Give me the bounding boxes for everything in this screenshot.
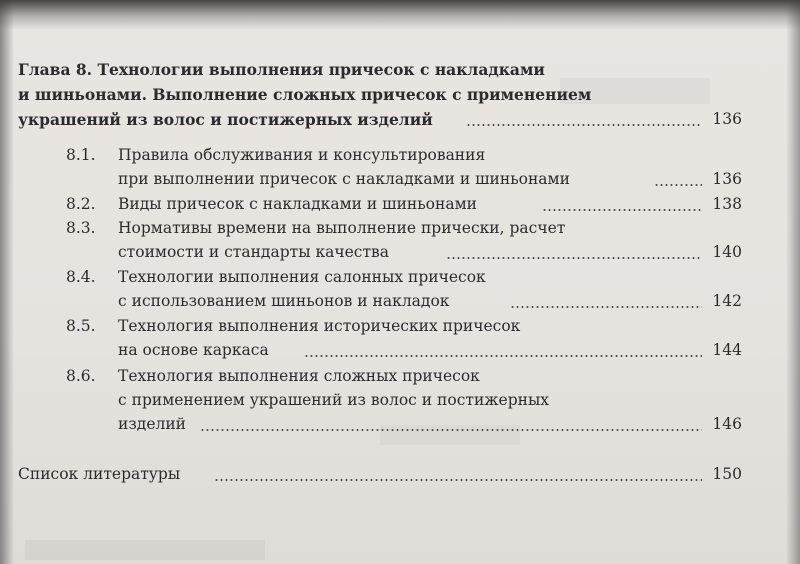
section-number: 8.6.: [66, 367, 96, 385]
dot-leader: [214, 479, 702, 481]
chapter-title-line: Глава 8. Технологии выполнения причесок с накладками: [18, 60, 545, 79]
dot-leader: [304, 355, 702, 357]
page-edge-shadow: [0, 0, 14, 564]
bibliography-page-number: 150: [712, 465, 742, 483]
section-title-line: Технология выполнения исторических причесок: [118, 317, 521, 335]
section-title-line: Правила обслуживания и консультирования: [118, 146, 486, 164]
section-page-number: 144: [712, 341, 742, 359]
section-number: 8.2.: [66, 195, 96, 213]
section-title-line: стоимости и стандарты качества: [118, 243, 390, 261]
chapter-title-line: и шиньонами. Выполнение сложных причесок с применением: [18, 85, 592, 104]
section-page-number: 138: [712, 195, 742, 213]
dot-leader: [466, 124, 702, 126]
dot-leader: [446, 257, 702, 259]
section-title-line: при выполнении причесок с накладками и шиньонами: [118, 170, 570, 188]
page-edge-shadow: [786, 0, 800, 564]
section-page-number: 142: [712, 292, 742, 310]
chapter-title-line: украшений из волос и постижерных изделий: [18, 110, 433, 129]
dot-leader: [510, 306, 702, 308]
section-title-line: изделий: [118, 415, 187, 433]
chapter-page-number: 136: [712, 110, 742, 128]
section-title-line: Технологии выполнения салонных причесок: [118, 268, 486, 286]
bibliography-title: Список литературы: [18, 465, 181, 483]
section-title-line: Нормативы времени на выполнение прически, расчет: [118, 219, 566, 237]
section-title-line: с использованием шиньонов и накладок: [118, 292, 450, 310]
section-title-line: с применением украшений из волос и постижерных: [118, 391, 550, 409]
page-edge-shadow: [0, 0, 800, 30]
dot-leader: [542, 209, 702, 211]
dot-leader: [200, 429, 702, 431]
section-number: 8.4.: [66, 268, 96, 286]
section-number: 8.1.: [66, 146, 96, 164]
dot-leader: [654, 184, 702, 186]
section-page-number: 136: [712, 170, 742, 188]
section-page-number: 146: [712, 415, 742, 433]
section-title-line: Виды причесок с накладками и шиньонами: [118, 195, 477, 213]
section-number: 8.3.: [66, 219, 96, 237]
section-title-line: на основе каркаса: [118, 341, 269, 359]
section-title-line: Технология выполнения сложных причесок: [118, 367, 480, 385]
section-page-number: 140: [712, 243, 742, 261]
section-number: 8.5.: [66, 317, 96, 335]
